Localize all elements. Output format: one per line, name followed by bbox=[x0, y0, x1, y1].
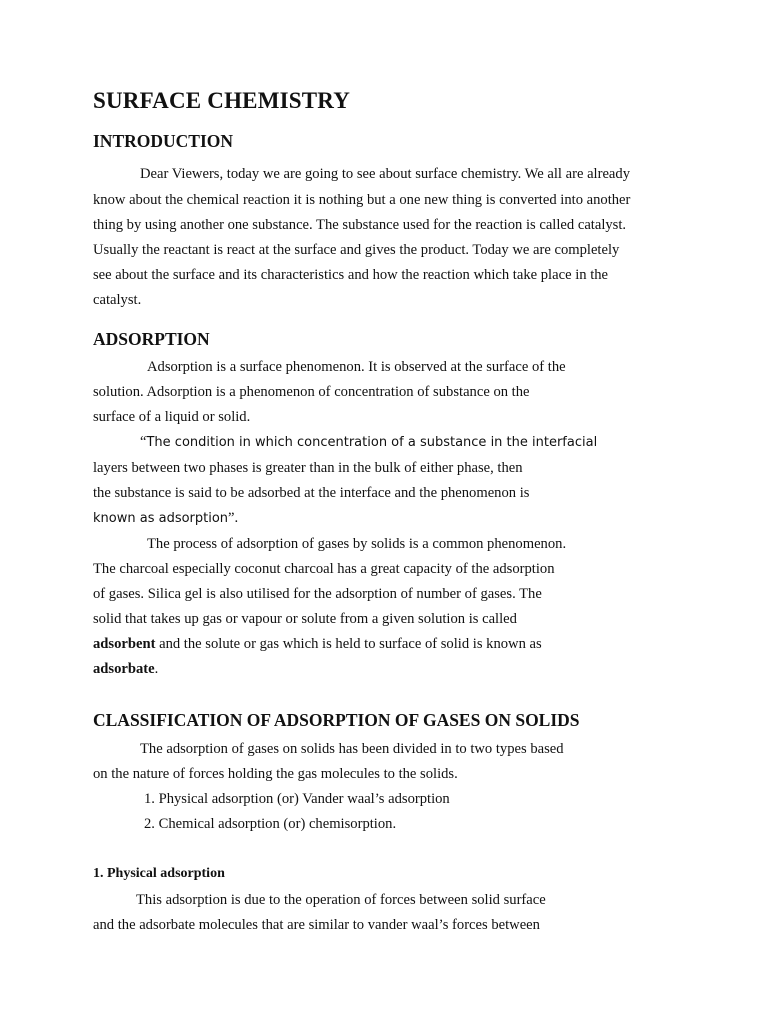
classification-line: The adsorption of gases on solids has been divided in to two types based bbox=[140, 741, 564, 757]
adsorption-line: solid that takes up gas or vapour or solute from a given solution is called bbox=[93, 611, 517, 627]
intro-line: Dear Viewers, today we are going to see about surface chemistry. We all are already bbox=[140, 166, 631, 182]
physical-adsorption-heading: 1. Physical adsorption bbox=[93, 866, 225, 881]
quote-text: known as adsorption bbox=[93, 511, 229, 526]
physical-line: and the adsorbate molecules that are similar to vander waal’s forces between bbox=[93, 917, 540, 933]
open-quote: “ bbox=[140, 434, 147, 450]
adsorbent-rest: and the solute or gas which is held to surface of solid is known as bbox=[155, 636, 542, 652]
intro-line: see about the surface and its characteristics and how the reaction which take place in the bbox=[93, 267, 609, 283]
page-title: SURFACE CHEMISTRY bbox=[93, 88, 351, 113]
adsorption-line: solution. Adsorption is a phenomenon of concentration of substance on the bbox=[93, 384, 530, 400]
intro-line: catalyst. bbox=[93, 292, 142, 308]
classification-heading: CLASSIFICATION OF ADSORPTION OF GASES ON SOLIDS bbox=[93, 710, 580, 730]
adsorption-heading: ADSORPTION bbox=[93, 329, 210, 349]
adsorbate-term: adsorbate bbox=[93, 661, 155, 677]
classification-line: on the nature of forces holding the gas molecules to the solids. bbox=[93, 766, 458, 782]
intro-line: know about the chemical reaction it is nothing but a one new thing is converted into another bbox=[93, 192, 631, 208]
intro-line: thing by using another one substance. The substance used for the reaction is called catalyst. bbox=[93, 217, 627, 233]
definition-quote-line bbox=[93, 509, 238, 528]
adsorption-line: surface of a liquid or solid. bbox=[93, 409, 251, 425]
adsorbent-line bbox=[93, 635, 542, 653]
adsorbent-term: adsorbent bbox=[93, 636, 156, 652]
adsorption-line: Adsorption is a surface phenomenon. It is observed at the surface of the bbox=[147, 359, 566, 375]
introduction-heading: INTRODUCTION bbox=[93, 131, 234, 151]
close-quote: ”. bbox=[228, 510, 239, 526]
definition-quote-line: layers between two phases is greater than in the bulk of either phase, then bbox=[93, 460, 523, 476]
physical-line: This adsorption is due to the operation of forces between solid surface bbox=[136, 892, 546, 908]
adsorption-line: The charcoal especially coconut charcoal has a great capacity of the adsorption bbox=[93, 561, 555, 577]
definition-quote-line: the substance is said to be adsorbed at the interface and the phenomenon is bbox=[93, 485, 530, 501]
adsorption-line: The process of adsorption of gases by solids is a common phenomenon. bbox=[147, 536, 567, 552]
classification-item: 1. Physical adsorption (or) Vander waal’s adsorption bbox=[144, 791, 450, 807]
classification-item: 2. Chemical adsorption (or) chemisorption. bbox=[144, 816, 397, 832]
intro-line: Usually the reactant is react at the surface and gives the product. Today we are completely bbox=[93, 242, 620, 258]
adsorbate-rest: . bbox=[154, 661, 159, 677]
definition-quote-line bbox=[140, 433, 597, 452]
quote-text: The condition in which concentration of a substance in the interfacial bbox=[146, 435, 598, 450]
adsorption-line: of gases. Silica gel is also utilised for the adsorption of number of gases. The bbox=[93, 586, 542, 602]
adsorbate-line bbox=[93, 660, 158, 678]
